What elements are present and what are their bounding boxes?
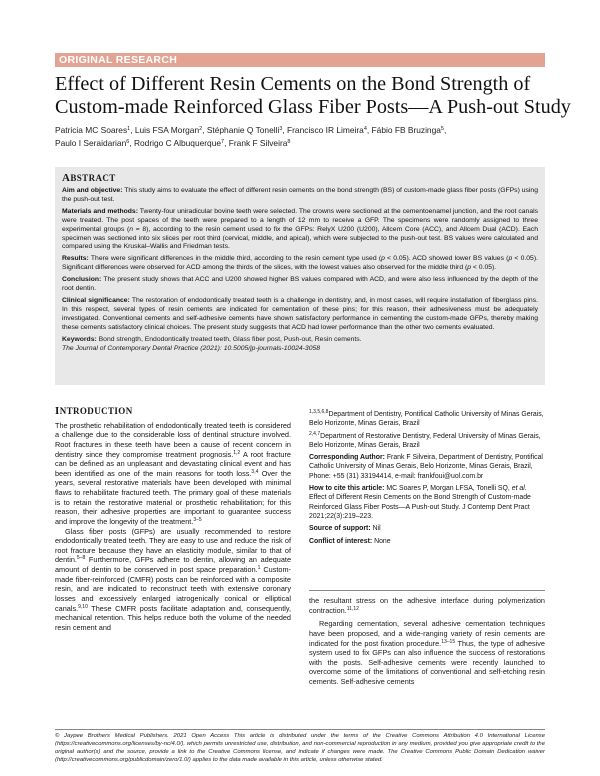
author-list bbox=[55, 124, 545, 150]
introduction-heading: INTRODUCTION bbox=[55, 405, 133, 417]
affiliation-divider bbox=[309, 590, 545, 591]
author: Fábio FB Bruzinga$^5$, bbox=[371, 125, 447, 135]
title-line: Effect of Different Resin Cements on the Bond Strength of bbox=[55, 73, 531, 95]
introduction-paragraph: The prosthetic rehabilitation of endodontically treated teeth is considered a challenge due to the considerable loss of dentinal structure involved. Root fractures in these teeth have been a cause of recent concern in dentistry since they compromise treatment prognosis.$^{1,2}$ A root fracture can be defined as an unpleasant and devastating clinical event and has been identified as one of the main reasons for tooth loss.$^{3,4}$ Over the years, several restorative materials have been developed with minimal flaws to rehabilitate fractured teeth. The primary goal of these materials is to retain the restorative material or prosthetic rehabilitation; for this reason, their adhesive properties are important to guarantee success and improve the longevity of the treatment.$^{3-5}$ bbox=[55, 420, 291, 526]
section-band: ORIGINAL RESEARCH bbox=[55, 53, 545, 67]
author: Frank F Silveira$^8$ bbox=[228, 138, 291, 148]
introduction-paragraph: Glass fiber posts (GFPs) are usually recommended to restore endodontically treated teeth. They are easy to use and reduce the risk of root fracture because they have an elasticity module, similar to that of dentin.$^{5-8}$ Furthermore, GFPs adhere to dentin, allowing an adequate amount of dentin to be conserved in post space preparation.$^1$ Custom-made fiber-reinforced (CMFR) posts can be reinforced with a composite resin, and are indicated to reconstruct teeth with extensive coronary losses and excessively enlarged iatrogenically conical or elliptical canals.$^{9,10}$ These CMFR posts facilitate adaptation and, consequently, mechanical retention. This helps reduce both the volume of the needed resin cement and bbox=[55, 526, 291, 632]
article-title bbox=[55, 73, 571, 119]
author: Francisco IR Limeira$^4$, bbox=[287, 125, 372, 135]
license-footer: © Jaypee Brothers Medical Publishers. 2021 Open Access This article is distributed under the terms of the Creative Commons Attribution 4.0 International License (https://creativecommons.org/licenses/by-nc/4.0/), which permits unrestricted use, distribution, and non-commercial reproduction in any medium, provided you give appropriate credit to the original author(s) and the source, provide a link to the Creative Commons license, and indicate if changes were made. The Creative Commons Public Domain Dedication waiver (http://creativecommons.org/publicdomain/zero/1.0/) applies to the data made available in this article, unless otherwise stated. bbox=[55, 733, 545, 763]
body-paragraph: the resultant stress on the adhesive interface during polymerization contraction.$^{11,12}$ bbox=[309, 596, 545, 615]
how-to-cite: How to cite this article: MC Soares P, Morgan LFSA, Tonelli SQ, et al. Effect of Different Resin Cements on the Bond Strength of Custom-made Reinforced Glass Fiber Posts—A Push-out Study. J Contemp Dent Pract 2021;22(3):219–223. bbox=[309, 485, 531, 520]
affiliation: $^{1,3,5,6,8}$Department of Dentistry, Pontifical Catholic University of Minas Gerais, Belo Horizonte, Minas Gerais, Brazil bbox=[309, 409, 544, 428]
introduction-column bbox=[55, 407, 291, 632]
journal-citation: The Journal of Contemporary Dental Practice (2021): 10.5005/jp-journals-10024-3058 bbox=[62, 344, 321, 352]
corresponding-author: Corresponding Author: Frank F Silveira, Department of Dentistry, Pontifical Catholic University of Minas Gerais, Belo Horizonte, Minas Gerais, Brazil, Phone: +55 (31) 33194414, e-mail: frankfoui@uol.com.br bbox=[309, 454, 543, 480]
abstract-clinical-significance: Clinical significance: The restoration of endodontically treated teeth is a challenge in dentistry, and, in most cases, will require installation of fiberglass pins. In this respect, several types of resin cements are indicated for cementation of these pins; for this reason, their adhesiveness must be adequately investigated. Conventional cements and self-adhesive cements have shown satisfactory performance in cementing the custom-made GFPs, thereby making these cements satisfactory clinical choices. The present study suggests that ACD had lower performance than the other two cements evaluated. bbox=[62, 296, 538, 331]
abstract-keywords: Keywords: Bond strength, Endodontically treated teeth, Glass fiber post, Push-out, Resin cements. bbox=[62, 335, 362, 343]
affiliation: $^{2,4,7}$Department of Restorative Dentistry, Federal University of Minas Gerais, Belo Horizonte, Minas Gerais, Brazil bbox=[309, 430, 541, 449]
abstract-results: Results: There were significant differences in the middle third, according to the resin cement type used (p < 0.05). ACD showed lower BS values (p < 0.05). Significant differences were observed for ACD among the thirds of the slices, with the lowest values also observed for the middle third (p < 0.05). bbox=[62, 255, 538, 272]
affiliations-block bbox=[309, 410, 545, 549]
abstract-heading: ABSTRACT bbox=[62, 172, 116, 184]
abstract-box bbox=[55, 167, 545, 385]
body-right-column bbox=[309, 596, 545, 687]
abstract-conclusion: Conclusion: The present study shows that ACC and U200 showed higher BS values compared with ACD, and were also less influenced by the depth of the root dentin. bbox=[62, 276, 538, 293]
author: Stéphanie Q Tonelli$^3$, bbox=[206, 125, 288, 135]
author: Paulo I Seraidarian$^6$, bbox=[55, 138, 134, 148]
abstract-methods: Materials and methods: Twenty-four uniradicular bovine teeth were selected. The crowns were sectioned at the cementoenamel junction, and the root canals were treated. The post spaces of the teeth were prepared to a length of 12 mm to receive a GFP. The specimens were randomly assigned to three experimental groups (n = 8), according to the resin cement used to fix the GFPs: RelyX U200 (U200), Allcem Core (ACC), and Allcem Dual (ACD). Each specimen was sectioned into six slices per root third (cervical, middle, and apical), which were subjected to the push-out test. BS values were calculated and compared using the Kruskal–Wallis and Friedman tests. bbox=[62, 207, 539, 251]
author: Luis FSA Morgan$^2$, bbox=[134, 125, 207, 135]
title-line: Custom-made Reinforced Glass Fiber Posts—A Push-out Study bbox=[55, 96, 571, 118]
conflict-of-interest: Conflict of interest: None bbox=[309, 537, 391, 545]
author: Patricia MC Soares$^1$, bbox=[55, 125, 135, 135]
source-of-support: Source of support: Nil bbox=[309, 525, 381, 533]
abstract-objective: Aim and objective: This study aims to evaluate the effect of different resin cements on the bond strength (BS) of custom-made glass fiber posts (GFPs) using the push-out test. bbox=[62, 187, 538, 203]
author: Rodrigo C Albuquerque$^7$, bbox=[133, 138, 229, 148]
body-paragraph: Regarding cementation, several adhesive cementation techniques have been proposed, and a wide-ranging variety of resin cements are indicated for the post fixation procedure.$^{13-15}$ Thus, the type of adhesive system used to fix GFPs can also influence the success of restorations with the posts. Self-adhesive cements were recently launched to overcome some of the limitations of conventional and self-etching resin cements. Self-adhesive cements bbox=[309, 619, 545, 686]
footer-divider bbox=[55, 729, 545, 730]
